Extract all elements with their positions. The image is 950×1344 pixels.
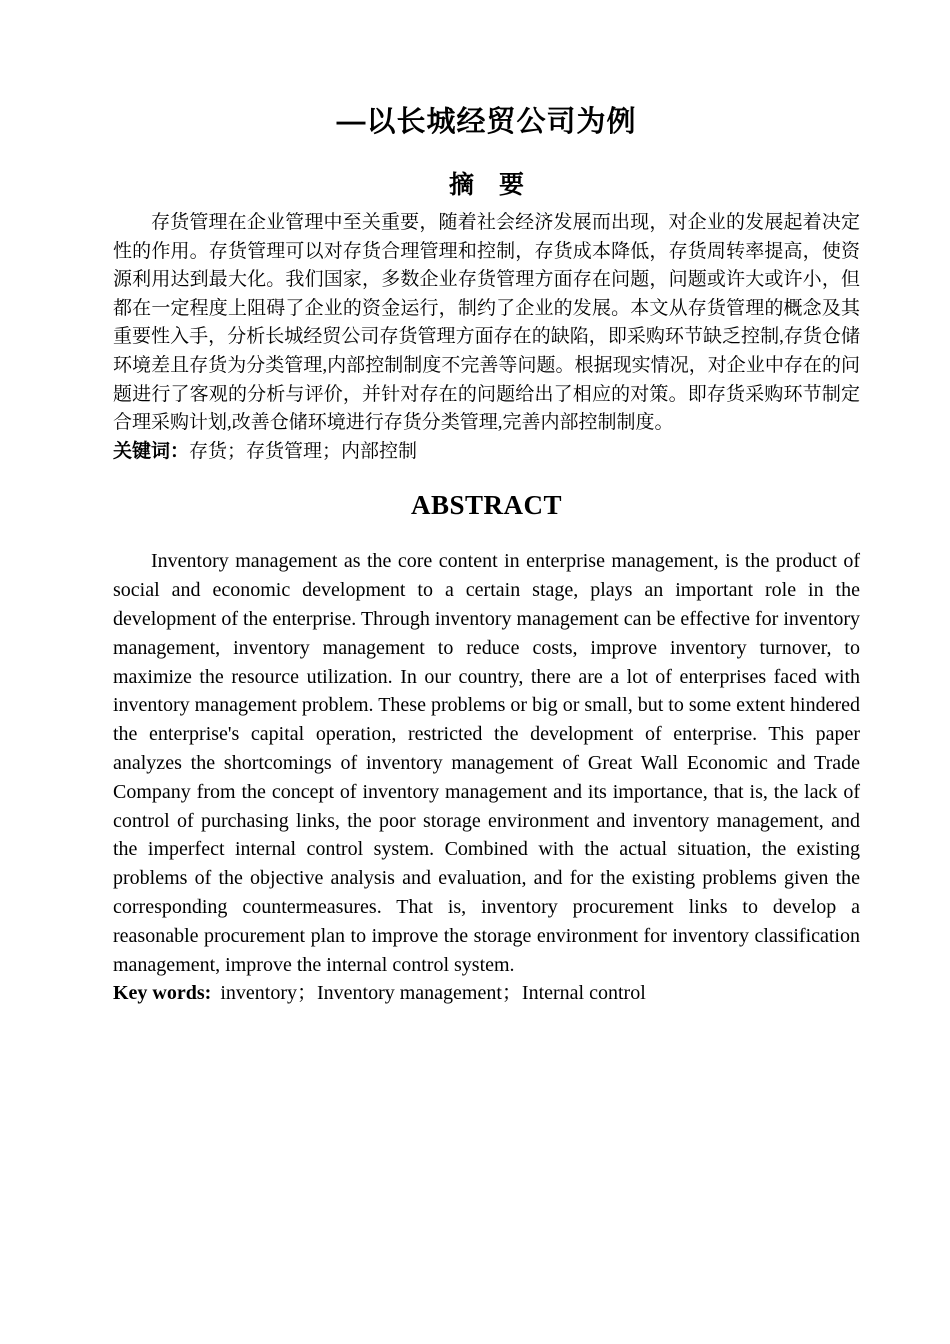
cn-abstract-paragraph: 存货管理在企业管理中至关重要，随着社会经济发展而出现，对企业的发展起着决定性的作用。存货管理可以对存货合理管理和控制，存货成本降低，存货周转率提高，使资源利用达到最大化。我们国家，多数企业存货管理方面存在问题，问题或许大或许小，但都在一定程度上阻碍了企业的资金运行，制约了企业的发展。本文从存货管理的概念及其重要性入手，分析长城经贸公司存货管理方面存在的缺陷，即采购环节缺乏控制,存货仓储环境差且存货为分类管理,内部控制制度不完善等问题。根据现实情况，对企业中存在的问题进行了客观的分析与评价，并针对存在的问题给出了相应的对策。即存货采购环节制定合理采购计划,改善仓储环境进行存货分类管理,完善内部控制制度。 [113,212,860,434]
cn-keywords-label: 关键词： [113,440,190,462]
en-abstract-paragraph: Inventory management as the core content in enterprise management, is the product of social and economic development to a certain stage, plays an important role in the development of the enterprise. Through inventory management can be effective for inventory management, inventory management to reduce costs, improve inventory turnover, to maximize the resource utilization. In our country, there are a lot of enterprises faced with inventory management problem. These problems or big or small, but to some extent hindered the enterprise's capital operation, restricted the development of enterprise. This paper analyzes the shortcomings of inventory management of Great Wall Economic and Trade Company from the concept of inventory management and its importance, that is, the lack of control of purchasing links, the poor storage environment and inventory management, and the imperfect internal control system. Combined with the actual situation, the existing problems of the objective analysis and evaluation, and for the existing problems given the corresponding countermeasures. That is, inventory procurement links to develop a reasonable procurement plan to improve the storage environment for inventory classification management, improve the internal control system. [113,550,860,976]
en-keywords-value: inventory；Inventory management；Internal control [220,982,646,1005]
cn-keywords-value: 存货；存货管理；内部控制 [189,440,418,462]
en-keywords-label: Key words: [113,982,212,1005]
document-title: —以长城经贸公司为例 [336,106,637,138]
cn-abstract-heading: 摘 要 [448,171,524,199]
en-abstract-heading: ABSTRACT [410,490,563,521]
cn-keywords-line [113,438,860,467]
en-keywords-line [113,979,860,1008]
